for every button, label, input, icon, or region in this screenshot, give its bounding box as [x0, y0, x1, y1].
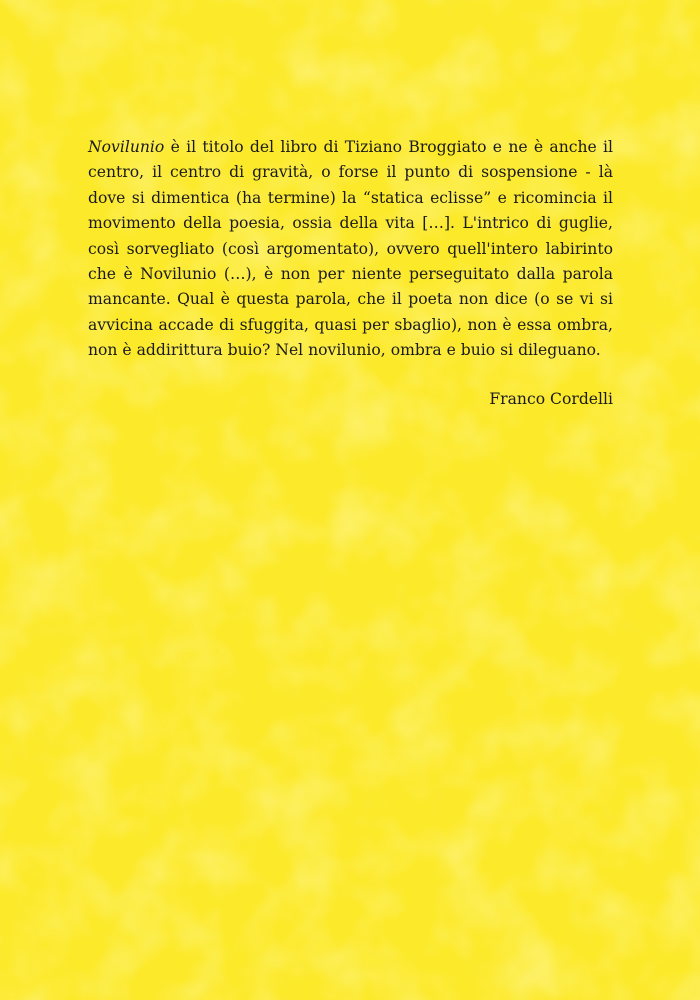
quote-paragraph: [88, 135, 613, 364]
quote-body: è il titolo del libro di Tiziano Broggiato e ne è anche il centro, il centro di gravità, o forse il punto di sospensione - là dove si dimentica (ha termine) la “statica eclisse” e ricomincia il movimento della poesia, ossia della vita […]. L'intrico di guglie, così sorvegliato (così argomentato), ovvero quell'intero labirinto che è Novilunio (…), è non per niente perseguitato dalla parola mancante. Qual è questa parola, che il poeta non dice (o se vi si avvicina accade di sfuggita, quasi per sbaglio), non è essa ombra, non è addirittura buio? Nel novilunio, ombra e buio si dileguano.: [88, 138, 613, 360]
author-signature: Franco Cordelli: [489, 389, 613, 408]
back-cover-text: [88, 135, 613, 412]
book-title-italic: Novilunio: [88, 138, 165, 156]
